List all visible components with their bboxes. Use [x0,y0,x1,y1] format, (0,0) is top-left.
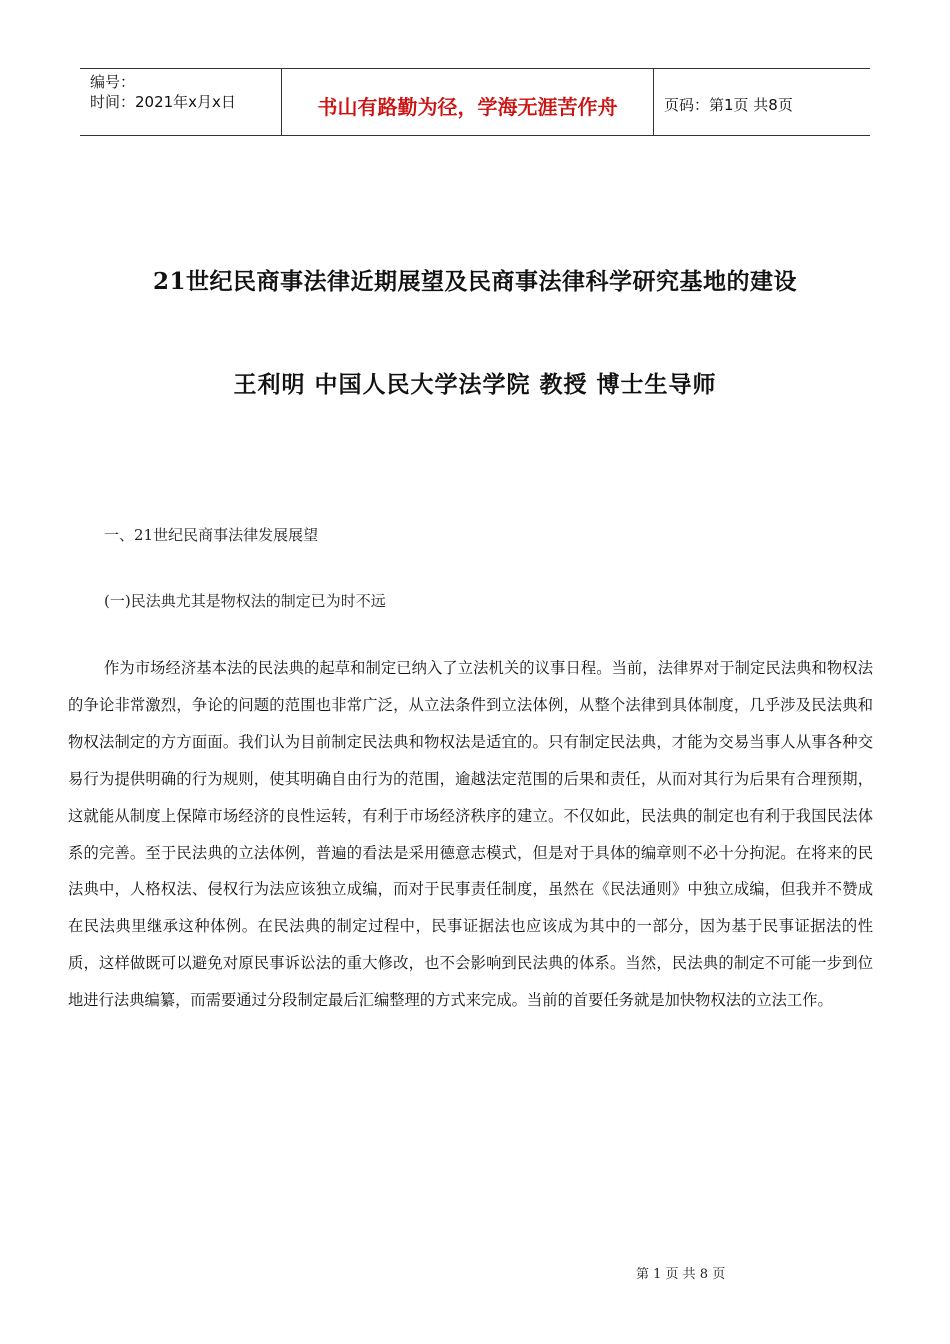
subsection-heading: (一)民法典尤其是物权法的制定已为时不远 [104,592,386,610]
document-title: 21世纪民商事法律近期展望及民商事法律科学研究基地的建设 [152,268,797,295]
header-page-cell [654,69,870,135]
page-info: 页码：第1页 共8页 [664,95,793,114]
header-motto-cell [282,69,654,135]
doc-number-label: 编号： [90,73,136,91]
section-heading: 一、21世纪民商事法律发展展望 [104,526,319,544]
header-meta-cell [80,69,282,135]
motto-text: 书山有路勤为径，学海无涯苦作舟 [317,94,618,119]
body-paragraph: 作为市场经济基本法的民法典的起草和制定已纳入了立法机关的议事日程。当前，法律界对于制定民法典和物权法的争论非常激烈，争论的问题的范围也非常广泛，从立法条件到立法体例，从整个法律到具体制度，几乎涉及民法典和物权法制定的方方面面。我们认为目前制定民法典和物权法是适宜的。只有制定民法典，才能为交易当事人从事各种交易行为提供明确的行为规则，使其明确自由行为的范围，逾越法定范围的后果和责任，从而对其行为后果有合理预期，这就能从制度上保障市场经济的良性运转，有利于市场经济秩序的建立。不仅如此，民法典的制定也有利于我国民法体系的完善。至于民法典的立法体例，普遍的看法是采用德意志模式，但是对于具体的编章则不必十分拘泥。在将来的民法典中，人格权法、侵权行为法应该独立成编，而对于民事责任制度，虽然在《民法通则》中独立成编，但我并不赞成在民法典里继承这种体例。在民法典的制定过程中，民事证据法也应该成为其中的一部分，因为基于民事证据法的性质，这样做既可以避免对原民事诉讼法的重大修改，也不会影响到民法典的体系。当然，民法典的制定不可能一步到位地进行法典编纂，而需要通过分段制定最后汇编整理的方式来完成。当前的首要任务就是加快物权法的立法工作。 [68,659,873,1010]
page-footer: 第 1 页 共 8 页 [636,1267,726,1282]
header-table [80,68,870,136]
author-line: 王利明 中国人民大学法学院 教授 博士生导师 [233,371,717,398]
time-label: 时间：2021年x月x日 [90,93,236,111]
